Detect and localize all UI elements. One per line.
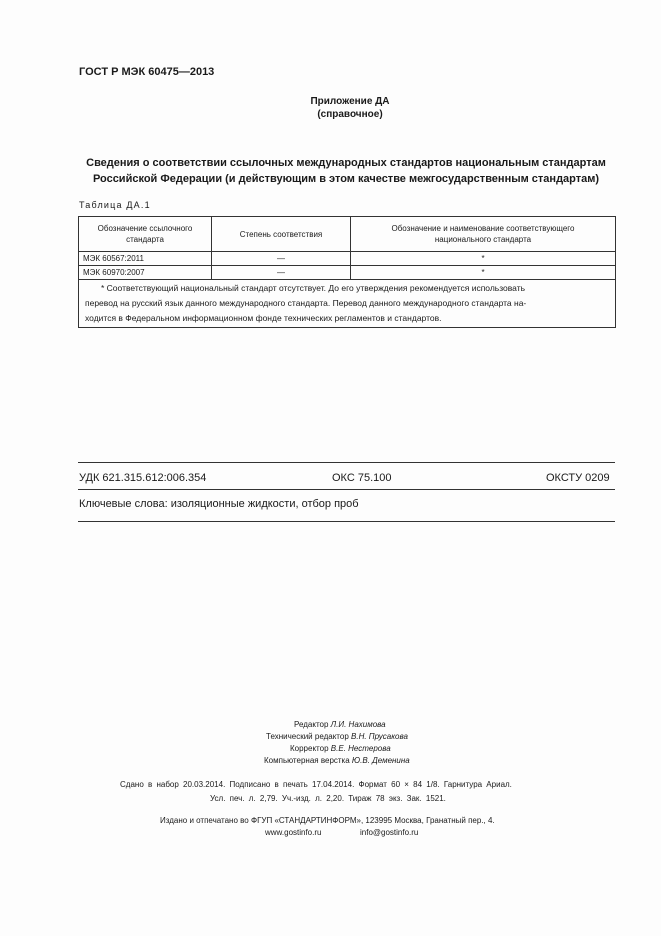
- appendix-title: Приложение ДА: [310, 96, 390, 107]
- credit-editor: Редактор Л.И. Нахимова: [294, 720, 386, 729]
- divider-bottom: [78, 521, 615, 522]
- cell-degree: —: [212, 252, 351, 266]
- table-row: [79, 266, 616, 280]
- table-footnote: * Соответствующий национальный стандарт отсутствует. До его утверждения рекомендуется использовать перевод на русский язык данного международного стандарта. Перевод данного международного стандарта на- ходится в Федеральном информационном фонде технических регламентов и стандартов.: [79, 280, 616, 328]
- oks-code: ОКС 75.100: [332, 472, 392, 484]
- cell-reference: МЭК 60970:2007: [79, 266, 212, 280]
- cell-national: *: [351, 266, 616, 280]
- keywords: Ключевые слова: изоляционные жидкости, отбор проб: [79, 498, 359, 510]
- print-info-line1: Сдано в набор 20.03.2014. Подписано в печать 17.04.2014. Формат 60 × 84 1/8. Гарнитура Ариал.: [120, 780, 512, 789]
- appendix-subtitle: (справочное): [317, 109, 383, 120]
- cell-degree: —: [212, 266, 351, 280]
- section-heading-line2: Российской Федерации (и действующим в этом качестве межгосударственным стандартам): [92, 173, 600, 185]
- header-national-standard: Обозначение и наименование соответствующего национального стандарта: [351, 217, 616, 252]
- header-reference-standard: Обозначение ссылочного стандарта: [79, 217, 212, 252]
- table-header-row: [79, 217, 616, 252]
- credit-layout: Компьютерная верстка Ю.В. Деменина: [264, 756, 410, 765]
- okstu-code: ОКСТУ 0209: [546, 472, 610, 484]
- divider-top: [78, 462, 615, 463]
- table-label: Таблица ДА.1: [79, 200, 151, 210]
- publisher-email[interactable]: info@gostinfo.ru: [360, 828, 419, 837]
- print-info-line2: Усл. печ. л. 2,79. Уч.-изд. л. 2,20. Тираж 78 экз. Зак. 1521.: [210, 794, 446, 803]
- document-code: ГОСТ Р МЭК 60475—2013: [79, 66, 215, 78]
- table-row: [79, 252, 616, 266]
- header-degree: Степень соответствия: [212, 217, 351, 252]
- cell-national: *: [351, 252, 616, 266]
- udk-code: УДК 621.315.612:006.354: [79, 472, 207, 484]
- publisher-info: Издано и отпечатано во ФГУП «СТАНДАРТИНФОРМ», 123995 Москва, Гранатный пер., 4.: [160, 816, 495, 825]
- table-note-row: [79, 280, 616, 328]
- reference-table: [78, 216, 616, 328]
- section-heading-line1: Сведения о соответствии ссылочных международных стандартов национальным стандартам: [86, 157, 606, 169]
- cell-reference: МЭК 60567:2011: [79, 252, 212, 266]
- divider-middle: [78, 489, 615, 490]
- credit-tech-editor: Технический редактор В.Н. Прусакова: [266, 732, 408, 741]
- publisher-site[interactable]: www.gostinfo.ru: [265, 828, 322, 837]
- credit-corrector: Корректор В.Е. Нестерова: [290, 744, 391, 753]
